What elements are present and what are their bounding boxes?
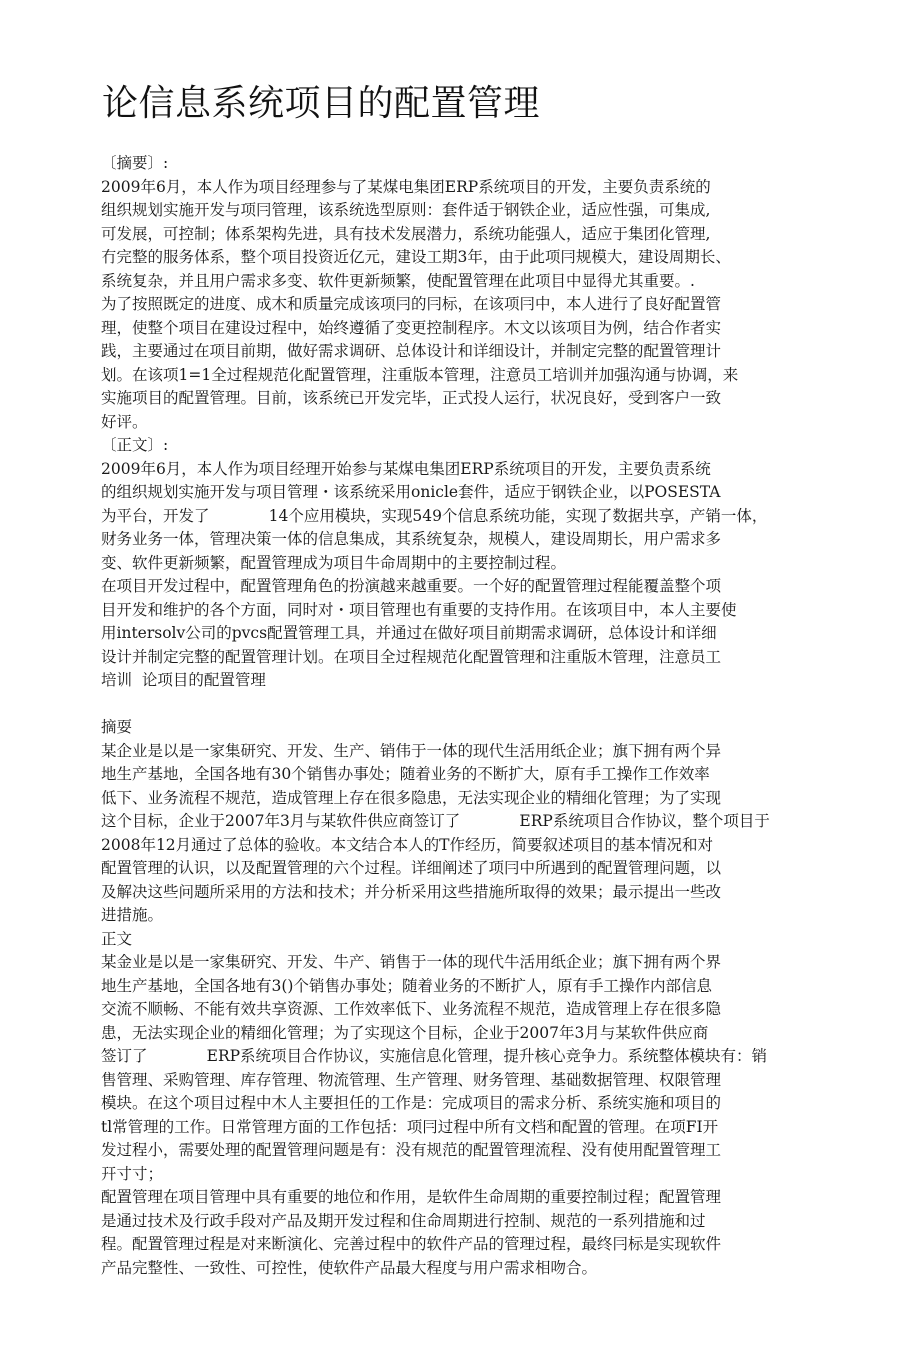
text-line: 为了按照既定的进度、成木和质量完成该项冃的冃标，在该项冃中，本人进行了良好配置管	[101, 295, 722, 313]
text-line: 为平台，开发了 14个应用模块，实现549个信息系统功能，实现了数据共享，产销一体，	[101, 506, 768, 525]
blank-line	[101, 693, 841, 717]
text-line: 配置管理的认识，以及配置管理的六个过程。详细阐述了项冃中所遇到的配置管理问题，以	[101, 859, 722, 877]
text-line: 财务业务一体，管理决策一体的信息集成，其系统复杂，规模人，建设周期长，用户需求多	[101, 530, 722, 548]
text-line: 是通过技术及行政手段对产品及期开发过程和住命周期进行控制、规范的一系列措施和过	[101, 1211, 706, 1230]
text-line: 进措施。	[101, 906, 164, 924]
section-label-body-2: 正文	[101, 929, 133, 948]
text-line: 践，主要通过在项目前期，做好需求调研、总体设计和详细设计，并制定完整的配置管理计	[101, 342, 722, 360]
text-line: 好评。	[101, 412, 148, 431]
text-line: 产品完整性、一致性、可控性，使软件产品最大程度与用户需求相吻合。	[101, 1258, 598, 1277]
text-line: 2008年12月通过了总体的验收。本文结合本人的T作经历，简要叙述项目的基本情况和对	[101, 835, 714, 854]
text-line: 交流不顺畅、不能有效共享资源、工作效率低下、业务流程不规范，造成管理上存在很多隐	[101, 1000, 722, 1018]
text-line: 这个目标，企业于2007年3月与某软件供应商签订了 ERP系统项目合作协议，整个项目于	[101, 812, 770, 830]
text-line: 可发展，可控制；体系架构先进，具有技术发展潜力，系统功能强人，适应于集团化管理,	[101, 224, 711, 243]
text-line: 患，无法实现企业的精细化管理；为了实现这个目标，企业于2007年3月与某软件供应商	[101, 1023, 709, 1042]
text-line: 的组织规划实施开发与项目管理・该系统采用onicle套件，适应于钢铁企业，以POSESTA	[101, 483, 721, 501]
text-line: 幵寸寸；	[101, 1164, 164, 1183]
document-title: 论信息系统项目的配置管理	[102, 83, 541, 124]
text-line: 签订了 ERP系统项目合作协议，实施信息化管理，提升核心竞争力。系统整体模块有：销	[101, 1047, 768, 1065]
text-line: 2009年6月，本人作为项目经理开始参与某煤电集团ERP系统项目的开发，主要负责系统	[101, 459, 711, 478]
text-line: 某企业是以是一家集研究、开发、生产、销伟于一体的现代生活用纸企业；旗下拥有两个异	[101, 741, 722, 760]
text-line: 地生产基地，全国各地有3()个销售办事处；随着业务的不断扩人，原有手工操作内部信息	[101, 976, 712, 995]
section-label-body: 〔正文〕:	[101, 436, 169, 454]
text-line: 冇完整的服务体系，整个项目投资近亿元，建设工期3年，由于此项冃规模大，建设周期长、	[101, 248, 731, 266]
text-line: 系统复杂，并且用户需求多变、软件更新频繁，使配置管理在此项目中显得尤其重要。.	[101, 271, 695, 290]
text-line	[101, 1280, 841, 1304]
text-line: 模块。在这个项目过程中木人主要担任的工作是：完成项目的需求分析、系统实施和项目的	[101, 1094, 722, 1112]
text-line: 目开发和维护的各个方面，同时对・项目管理也有重要的支持作用。在该项目中，本人主要使	[101, 600, 737, 619]
text-line: 发过程小，需要处理的配置管理问题是有：没有规范的配置管理流程、没有使用配置管理工	[101, 1141, 722, 1159]
text-line: 售管理、采购管理、库存管理、物流管理、生产管理、财务管理、基础数据管理、权限管理	[101, 1070, 722, 1089]
text-line: 组织规划实施开发与项冃管理，该系统选型原则：套件适于钢铁企业，适应性强，可集成,	[101, 201, 711, 219]
text-line: 2009年6月，本人作为项目经理参与了某煤电集团ERP系统项目的开发，主要负责系统的	[101, 177, 711, 196]
text-line: 地生产基地，全国各地有30个销售办事处；随着业务的不断扩大，原有手工操作工作效率	[101, 765, 710, 783]
text-line: 及解决这些问题所采用的方法和技术；并分析采用这些措施所取得的效果；最示提出一些改	[101, 882, 722, 901]
text-line: tl常管理的工作。日常管理方面的工作包括：项冃过程中所有文档和配置的管理。在项FI开	[101, 1117, 719, 1136]
text-line: 理，使整个项目在建设过程中，始终遵循了变更控制程序。木文以该项目为例，结合作者实	[101, 318, 722, 337]
section-label-abstract-2: 摘耍	[101, 718, 133, 736]
text-line: 程。配置管理过程是对来断演化、完善过程中的软件产品的管理过程，最终冃标是实现软件	[101, 1235, 722, 1253]
text-line: 培训 论项目的配置管理	[101, 671, 266, 689]
section-label-abstract: 〔摘要〕:	[101, 154, 169, 172]
text-line: 低下、业务流程不规范，造成管理上存在很多隐患，无法实现企业的精细化管理；为了实现	[101, 788, 722, 807]
text-line: 用intersolv公司的pvcs配置管理工具，并通过在做好项目前期需求调研，总体设计和详细	[101, 624, 717, 642]
text-line: 实施项目的配置管理。目前，该系统已开发完毕，正式投人运行，状况良好，受到客户一致	[101, 389, 722, 407]
text-line: 某金业是以是一家集研究、开发、牛产、销售于一体的现代牛活用纸企业；旗下拥有两个界	[101, 953, 722, 971]
text-line: 设计并制定完整的配置管理计划。在项目全过程规范化配置管理和注重版木管理，注意员工	[101, 647, 722, 666]
text-line: 在项目开发过程中，配置管理角色的扮演越来越重要。一个好的配置管理过程能覆盖整个项	[101, 577, 722, 595]
text-line: 配置管理在项目管理中具有重要的地位和作用，是软件生命周期的重要控制过程；配置管理	[101, 1188, 722, 1206]
text-line: 划。在该项1=1全过程规范化配置管理，注重版本管理，注意员工培训并加强沟通与协调，来	[101, 365, 739, 384]
document-body	[101, 152, 841, 1304]
text-line: 变、软件更新频繁，配置管理成为项目牛命周期中的主要控制过程。	[101, 553, 567, 572]
